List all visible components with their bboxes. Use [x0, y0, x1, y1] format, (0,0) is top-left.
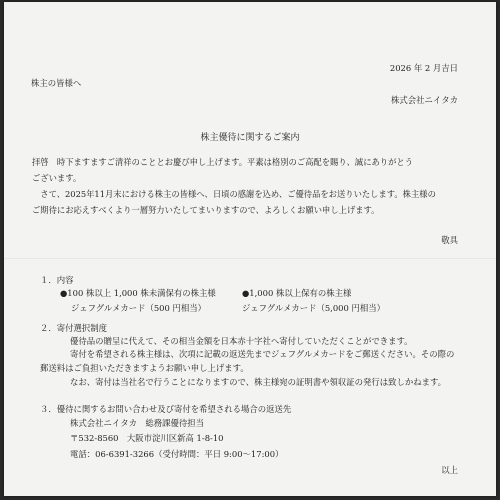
message-line-2: ご期待にお応えすべくより一層努力いたしてまいりますので、よろしくお願い申し上げます。: [32, 205, 380, 215]
greeting-line-1: 拝啓 時下ますますご清祥のこととお慶び申し上げます。平素は格別のご高配を賜り、誠にありがとう: [32, 157, 413, 167]
tier-1-label: ●100 株以上 1,000 株未満保有の株主様: [60, 288, 216, 298]
tier-2-label: ●1,000 株以上保有の株主様: [242, 288, 352, 298]
tier-2-gift: ジェフグルメカード（5,000 円相当）: [242, 303, 385, 313]
contact-address: 〒532-8560 大阪市淀川区新高 1-8-10: [70, 433, 224, 443]
donation-line-3: 郵送料はご負担いただきますようお願い申し上げます。: [40, 363, 249, 373]
closing-word: 敬具: [441, 235, 458, 245]
message-line-1: さて、2025年11月末における株主の皆様へ、日頃の感謝を込め、ご優待品をお送りいたします。株主様の: [32, 189, 436, 199]
issue-date: 2026 年 2 月吉日: [389, 63, 458, 73]
tier-1-gift: ジェフグルメカード（500 円相当）: [71, 303, 206, 313]
addressee: 株主の皆様へ: [31, 78, 82, 88]
greeting-line-2: ございます。: [32, 173, 82, 183]
section-3-heading: ３．優待に関するお問い合わせ及び寄付を希望される場合の返送先: [40, 404, 292, 414]
paper-fold-line: [4, 258, 496, 259]
contact-dept: 株式会社ニイタカ 総務課優待担当: [70, 418, 204, 428]
contact-phone: 電話：06-6391-3266（受付時間：平日 9:00～17:00）: [70, 449, 284, 459]
document-title: 株主優待に関するご案内: [200, 133, 300, 143]
donation-line-1: 優待品の贈呈に代えて、その相当金額を日本赤十字社へ寄付していただくことができます。: [70, 336, 413, 346]
section-1-heading: １．内容: [40, 275, 74, 285]
message-paragraph: [32, 186, 472, 218]
section-2-heading: ２．寄付選択制度: [40, 323, 107, 333]
greeting-paragraph: [32, 154, 472, 186]
donation-line-2: 寄付を希望される株主様は、次項に記載の返送先までジェフグルメカードをご郵送ください。その際の: [70, 349, 455, 359]
donation-line-4: なお、寄付は当社名で行うことになりますので、株主様宛の証明書や領収証の発行は致しかねます。: [70, 377, 447, 387]
end-mark: 以上: [441, 465, 458, 475]
company-name: 株式会社ニイタカ: [391, 95, 458, 105]
letter-page: [4, 2, 496, 496]
